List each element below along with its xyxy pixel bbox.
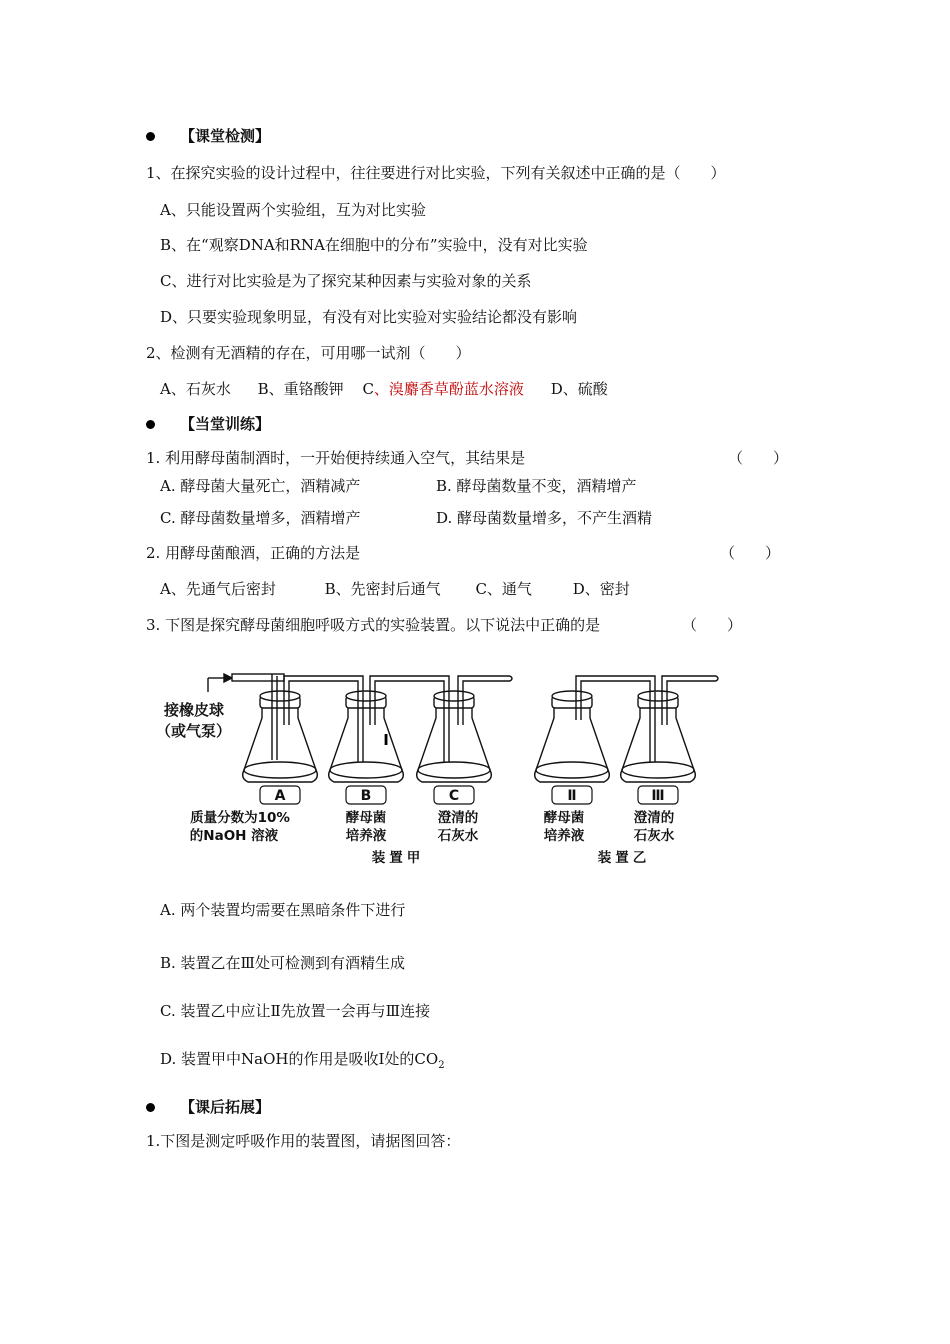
flask-letter-a: A xyxy=(274,788,286,804)
caption-b-line2: 培养液 xyxy=(345,828,387,844)
section-title-practice: 【当堂训练】 xyxy=(180,415,271,433)
t1-option-a: A. 酵母菌大量死亡，酒精减产 xyxy=(160,477,361,495)
q2-stem: 2、检测有无酒精的存在，可用哪一试剂（ ） xyxy=(146,344,471,362)
t2-options xyxy=(160,579,630,599)
inlet-tube xyxy=(232,674,284,681)
section-bullet xyxy=(146,1103,155,1112)
section-title-classroom-check: 【课堂检测】 xyxy=(180,127,271,145)
caption-a-line1: 质量分数为10% xyxy=(190,810,290,826)
setup-jia-label: 装置甲 xyxy=(371,850,425,866)
t1-paren: （ ） xyxy=(728,449,789,467)
t1-option-c: C. 酵母菌数量增多，酒精增产 xyxy=(160,509,361,527)
t3-paren: （ ） xyxy=(682,616,743,634)
t1-option-b: B. 酵母菌数量不变，酒精增产 xyxy=(436,477,637,495)
caption-iii-line2: 石灰水 xyxy=(633,828,675,844)
caption-ii-line2: 培养液 xyxy=(543,828,585,844)
caption-b-line1: 酵母菌 xyxy=(345,810,387,826)
q2-option-d: D、硫酸 xyxy=(550,380,608,398)
q1-option-c: C、进行对比实验是为了探究某种因素与实验对象的关系 xyxy=(160,272,532,290)
section-title-extension: 【课后拓展】 xyxy=(180,1098,271,1116)
flask-iii xyxy=(621,676,718,782)
inlet-label-line2: （或气泵） xyxy=(156,722,232,740)
t2-option-d: D、密封 xyxy=(572,580,630,598)
q2-option-a: A、石灰水 xyxy=(160,380,231,398)
flask-letter-b: B xyxy=(360,788,372,804)
t2-option-c: C、通气 xyxy=(475,580,532,598)
caption-c-line1: 澄清的 xyxy=(437,810,479,826)
t1-option-d: D. 酵母菌数量增多，不产生酒精 xyxy=(436,509,653,527)
flask-letter-iii: Ⅲ xyxy=(651,788,665,804)
caption-ii-line1: 酵母菌 xyxy=(543,810,585,826)
t3-option-d xyxy=(160,1049,445,1076)
t3-stem: 3. 下图是探究酵母菌细胞呼吸方式的实验装置。以下说法中正确的是 xyxy=(146,616,601,634)
t3-option-a: A. 两个装置均需要在黑暗条件下进行 xyxy=(160,901,406,919)
t3-option-d-subscript: 2 xyxy=(438,1060,445,1071)
q2-option-b: B、重铬酸钾 xyxy=(257,380,344,398)
flask-c xyxy=(417,676,512,782)
respiration-apparatus-diagram xyxy=(150,670,740,870)
t2-paren: （ ） xyxy=(720,544,781,562)
t2-option-b: B、先密封后通气 xyxy=(324,580,441,598)
flask-letter-ii: Ⅱ xyxy=(567,788,577,804)
t3-option-c: C. 装置乙中应让Ⅱ先放置一会再与Ⅲ连接 xyxy=(160,1002,431,1020)
t3-option-b: B. 装置乙在Ⅲ处可检测到有酒精生成 xyxy=(160,954,406,972)
q1-stem: 1、在探究实验的设计过程中，往往要进行对比实验，下列有关叙述中正确的是（ ） xyxy=(146,164,726,182)
t2-option-a: A、先通气后密封 xyxy=(160,580,276,598)
flask-letter-c: C xyxy=(448,788,460,804)
q1-option-a: A、只能设置两个实验组，互为对比实验 xyxy=(160,201,426,219)
caption-a-line2: 的NaOH 溶液 xyxy=(189,828,279,844)
flask-ii xyxy=(535,691,610,782)
flask-b xyxy=(329,691,404,782)
inlet-label-line1: 接橡皮球 xyxy=(164,701,225,719)
q2-option-c-text: 、溴麝香草酚蓝水溶液 xyxy=(373,380,524,398)
t1-stem: 1. 利用酵母菌制酒时，一开始便持续通入空气，其结果是 xyxy=(146,449,526,467)
q1-option-d: D、只要实验现象明显，有没有对比实验对实验结论都没有影响 xyxy=(160,308,578,326)
caption-c-line2: 石灰水 xyxy=(437,828,479,844)
section-bullet xyxy=(146,132,155,141)
flask-a xyxy=(243,674,318,782)
q2-option-c-letter: C xyxy=(362,380,374,398)
q2-options xyxy=(160,379,608,399)
setup-yi-label: 装置乙 xyxy=(597,850,651,866)
roman-label-1: I xyxy=(383,731,389,749)
e1-stem: 1.下图是测定呼吸作用的装置图，请据图回答： xyxy=(146,1132,461,1150)
caption-iii-line1: 澄清的 xyxy=(633,810,675,826)
t2-stem: 2. 用酵母菌酿酒，正确的方法是 xyxy=(146,544,361,562)
q1-option-b: B、在“观察DNA和RNA在细胞中的分布”实验中，没有对比实验 xyxy=(160,236,588,254)
section-bullet xyxy=(146,420,155,429)
t3-option-d-text: D. 装置甲中NaOH的作用是吸收Ⅰ处的CO xyxy=(160,1050,439,1068)
inlet-arrow-head xyxy=(224,674,232,682)
